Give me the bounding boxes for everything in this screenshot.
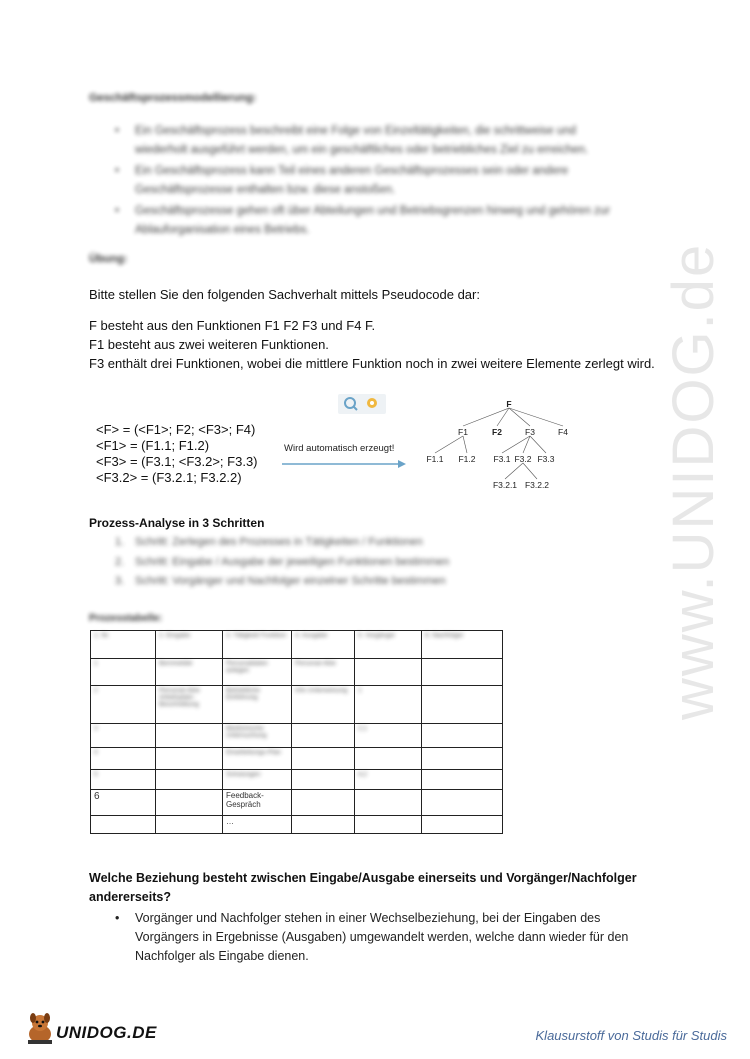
table-cell: 4 — [91, 748, 156, 770]
table-cell — [422, 770, 503, 790]
table-row — [91, 748, 503, 770]
answer-line: Vorgänger und Nachfolger stehen in einer Wechselbeziehung, bei der Eingaben des — [135, 911, 601, 925]
bullet-item: • Ein Geschäftsprozess kann Teil eines anderen Geschäftsprozesses sein oder andere Geschäftsprozesse enthalten bzw. diese anstoßen. — [115, 162, 655, 200]
bullet-line: Geschäftsprozesse gehen oft über Abteilungen und Betriebsgrenzen hinweg und gehören zur — [135, 205, 611, 217]
question-heading: andererseits? — [89, 890, 171, 904]
tree-node: F1.2 — [458, 454, 476, 464]
bullet-line: Ein Geschäftsprozess kann Teil eines anderen Geschäftsprozesses sein oder andere — [135, 165, 569, 177]
analysis-step: 1. Schritt: Zerlegen des Prozesses in Tätigkeiten / Funktionen — [115, 536, 423, 548]
arrow-right-icon — [282, 458, 407, 470]
bullet-line: Ein Geschäftsprozess beschreibt eine Folge von Einzeltätigkeiten, die schrittweise und — [135, 125, 577, 137]
table-cell — [355, 816, 422, 834]
table-cell: Schulungen — [223, 770, 292, 790]
table-cell — [422, 790, 503, 816]
table-row — [91, 770, 503, 790]
exercise-heading: Übung: — [89, 253, 128, 265]
tree-node: F3.1 — [493, 454, 511, 464]
table-heading: Prozesstabelle: — [89, 613, 163, 624]
table-cell — [156, 790, 223, 816]
table-cell — [292, 770, 355, 790]
table-cell: Betriebliche Einführung — [223, 686, 292, 724]
analysis-heading: Prozess-Analyse in 3 Schritten — [89, 516, 265, 530]
analysis-step: 2. Schritt: Eingabe / Ausgabe der jeweiligen Funktionen bestimmen — [115, 555, 450, 568]
table-cell: 1 — [355, 686, 422, 724]
table-cell — [355, 748, 422, 770]
answer-line: Vorgängers in Ergebnisse (Ausgaben) umgewandelt werden, welche dann wieder für den — [135, 930, 629, 944]
table-cell — [156, 770, 223, 790]
table-header-cell: 6. Nachfolger — [422, 631, 503, 659]
tree-node: F1 — [458, 427, 468, 437]
analysis-step: 3. Schritt: Vorgänger und Nachfolger einzelner Schritte bestimmen — [115, 575, 446, 587]
pseudocode-line: <F3.2> = (F3.2.1; F3.2.2) — [96, 470, 242, 485]
table-cell: 2 — [91, 686, 156, 724]
pseudocode-line: <F3> = (F3.1; <F3.2>; F3.3) — [96, 454, 258, 469]
analysis-steps — [115, 533, 515, 592]
tree-node: F2 — [492, 427, 502, 437]
tree-node: F3.2.1 — [492, 480, 518, 490]
table-cell: … — [223, 816, 292, 834]
table-row — [91, 790, 503, 816]
bullet-item: • Geschäftsprozesse gehen oft über Abteilungen und Betriebsgrenzen hinweg und gehören zur Ablauforganisation eines Betriebs. — [115, 202, 655, 240]
table-header-cell: 1. Nr. — [91, 631, 156, 659]
table-cell — [292, 790, 355, 816]
bullet-line: Geschäftsprozesse enthalten bzw. diese anstoßen. — [135, 184, 396, 196]
table-cell — [156, 724, 223, 748]
table-cell: Bernmeldet — [156, 659, 223, 686]
table-row — [91, 816, 503, 834]
tree-node-root: F — [506, 399, 512, 409]
table-cell — [156, 748, 223, 770]
dog-logo-icon — [22, 1012, 58, 1046]
table-header-cell: 2. Eingabe — [156, 631, 223, 659]
function-tree — [415, 396, 585, 496]
exercise-intro: Bitte stellen Sie den folgenden Sachverhalt mittels Pseudocode dar: — [89, 287, 480, 302]
tree-node: F1.1 — [426, 454, 444, 464]
table-cell — [292, 724, 355, 748]
table-cell: 4,2 — [355, 770, 422, 790]
arrow-label: Wird automatisch erzeugt! — [284, 443, 395, 454]
bullet-line: Ablauforganisation eines Betriebs. — [135, 224, 310, 236]
question-heading: Welche Beziehung besteht zwischen Eingabe/Ausgabe einerseits und Vorgänger/Nachfolger — [89, 871, 637, 885]
logo-text: UNIDOG.DE — [56, 1023, 157, 1042]
exercise-line: F3 enthält drei Funktionen, wobei die mittlere Funktion noch in zwei weitere Elemente zerlegt wird. — [89, 356, 655, 371]
tree-node: F3.2.2 — [524, 480, 550, 490]
table-cell — [292, 748, 355, 770]
bullet-line: wiederholt ausgeführt werden, um ein geschäftliches oder betriebliches Ziel zu erreichen. — [135, 144, 589, 156]
table-header-cell: 3. Tätigkeit/ Funktion — [223, 631, 292, 659]
footer-tagline: Klausurstoff von Studis für Studis — [535, 1028, 727, 1043]
table-cell — [355, 790, 422, 816]
tree-node: F3 — [525, 427, 535, 437]
table-row — [91, 659, 503, 686]
table-cell — [355, 659, 422, 686]
table-cell — [422, 816, 503, 834]
exercise-line: F1 besteht aus zwei weiteren Funktionen. — [89, 337, 329, 352]
toolbar-icons — [338, 394, 386, 414]
table-cell: 2,1 — [355, 724, 422, 748]
table-cell — [156, 816, 223, 834]
exercise-line: F besteht aus den Funktionen F1 F2 F3 und F4 F. — [89, 318, 376, 333]
table-cell — [91, 816, 156, 834]
table-cell: 5 — [91, 770, 156, 790]
table-cell: 6 — [91, 790, 156, 816]
table-cell — [422, 748, 503, 770]
pseudocode-line: <F> = (<F1>; F2; <F3>; F4) — [96, 422, 256, 437]
table-cell: Personaldaten anlegen — [223, 659, 292, 686]
watermark-text: www.UNIDOG.de — [661, 242, 726, 720]
tree-node: F4 — [558, 427, 568, 437]
section-heading-geschaeftsprozess: Geschäftsprozessmodellierung: — [89, 92, 257, 104]
table-cell — [292, 816, 355, 834]
table-cell: Medizinische Untersuchung — [223, 724, 292, 748]
table-row — [91, 724, 503, 748]
table-cell — [422, 686, 503, 724]
table-cell — [422, 724, 503, 748]
table-cell: Personal-Akte — [292, 659, 355, 686]
pseudocode-line: <F1> = (F1.1; F1.2) — [96, 438, 210, 453]
table-cell: 3 — [91, 724, 156, 748]
tree-node: F3.2 — [514, 454, 532, 464]
table-cell: Personal-Akte Arbeitsplatz-Beschreibung — [156, 686, 223, 724]
table-cell: Feedback-Gespräch — [223, 790, 292, 816]
process-table — [90, 630, 503, 834]
tree-node: F3.3 — [537, 454, 555, 464]
table-row — [91, 686, 503, 724]
table-header-cell: 4. Ausgabe — [292, 631, 355, 659]
table-cell: Info Unterweisung — [292, 686, 355, 724]
table-cell — [422, 659, 503, 686]
table-header-row — [91, 631, 503, 659]
table-cell: Einarbeitungs-Plan — [223, 748, 292, 770]
search-icon — [338, 394, 386, 414]
table-cell: 1 — [91, 659, 156, 686]
answer-bullet: • Vorgänger und Nachfolger stehen in einer Wechselbeziehung, bei der Eingaben des Vorgängers in Ergebnisse (Ausgaben) umgewandelt werden, welche dann wieder für den Nachfolger als Eingabe dienen. — [115, 909, 675, 966]
table-header-cell: 5. Vorgänger — [355, 631, 422, 659]
bullet-item: • Ein Geschäftsprozess beschreibt eine Folge von Einzeltätigkeiten, die schrittweise und wiederholt ausgeführt werden, um ein geschäftliches oder betriebliches Ziel zu erreichen. — [115, 122, 655, 160]
answer-line: Nachfolger als Eingabe dienen. — [135, 949, 309, 963]
